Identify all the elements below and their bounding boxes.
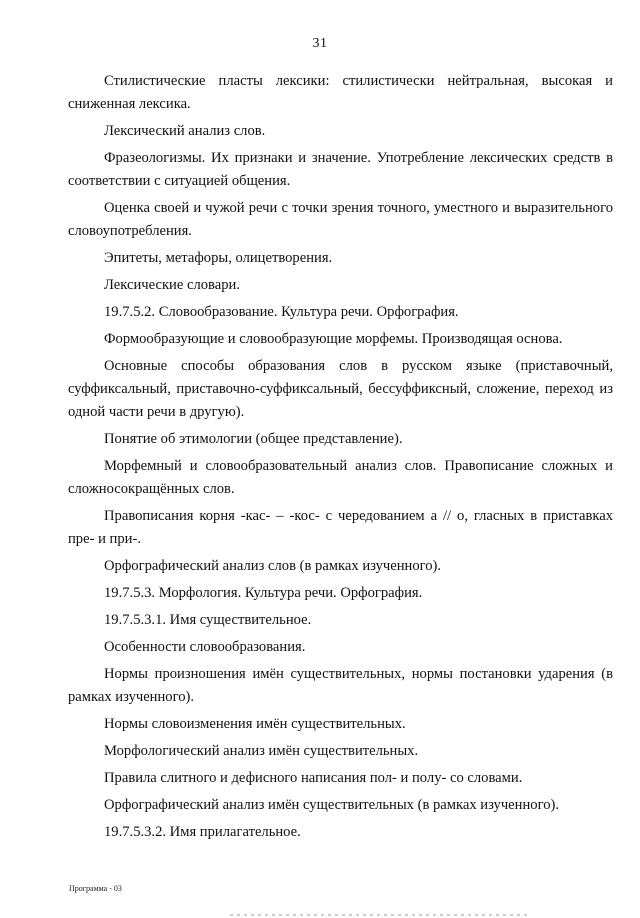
paragraph-epithets: Эпитеты, метафоры, олицетворения. [104, 250, 333, 266]
paragraph-pol-polu-spelling: Правила слитного и дефисного написания пол- и полу- со словами. [104, 770, 523, 786]
paragraph-orthographic-analysis: Орфографический анализ слов (в рамках изученного). [104, 558, 442, 574]
paragraph-morphemic-analysis: Морфемный и словообразовательный анализ слов. Правописание сложных и сложносокращённых слов. [68, 458, 613, 497]
paragraph-lexical-dictionaries: Лексические словари. [104, 277, 240, 293]
page-number: 31 [312, 36, 328, 51]
paragraph-phraseologisms: Фразеологизмы. Их признаки и значение. Употребление лексических средств в соответствии с ситуацией общения. [68, 150, 613, 189]
paragraph-root-spelling: Правописания корня -кас- – -кос- с чередованием а // о, гласных в приставках пре- и при-. [68, 508, 613, 547]
paragraph-pronunciation-norms: Нормы произношения имён существительных, нормы постановки ударения (в рамках изученного). [68, 666, 613, 705]
paragraph-noun-morphological-analysis: Морфологический анализ имён существительных. [104, 743, 419, 759]
paragraph-etymology: Понятие об этимологии (общее представление). [104, 431, 403, 447]
paragraph-lexical-analysis: Лексический анализ слов. [104, 123, 266, 139]
paragraph-formation-methods: Основные способы образования слов в русском языке (приставочный, суффиксальный, приставочно-суффиксальный, бессуффиксный, сложение, переход из одной части речи в другую). [68, 358, 613, 420]
page-footer: Программа - 03 [69, 884, 122, 893]
section-heading-word-formation: 19.7.5.2. Словообразование. Культура речи. Орфография. [104, 304, 459, 320]
section-heading-noun: 19.7.5.3.1. Имя существительное. [104, 612, 312, 628]
section-heading-morphology: 19.7.5.3. Морфология. Культура речи. Орфография. [104, 585, 423, 601]
paragraph-morphemes: Формообразующие и словообразующие морфемы. Производящая основа. [104, 331, 563, 347]
paragraph-word-formation-features: Особенности словообразования. [104, 639, 306, 655]
scan-artifact-line [230, 914, 530, 916]
document-body [68, 70, 613, 848]
paragraph-inflection-norms: Нормы словоизменения имён существительных. [104, 716, 406, 732]
paragraph-noun-orthographic-analysis: Орфографический анализ имён существительных (в рамках изученного). [104, 797, 560, 813]
section-heading-adjective: 19.7.5.3.2. Имя прилагательное. [104, 824, 301, 840]
paragraph-speech-evaluation: Оценка своей и чужой речи с точки зрения точного, уместного и выразительного словоупотребления. [68, 200, 613, 239]
paragraph-stylistic-layers: Стилистические пласты лексики: стилистически нейтральная, высокая и сниженная лексика. [68, 73, 613, 112]
